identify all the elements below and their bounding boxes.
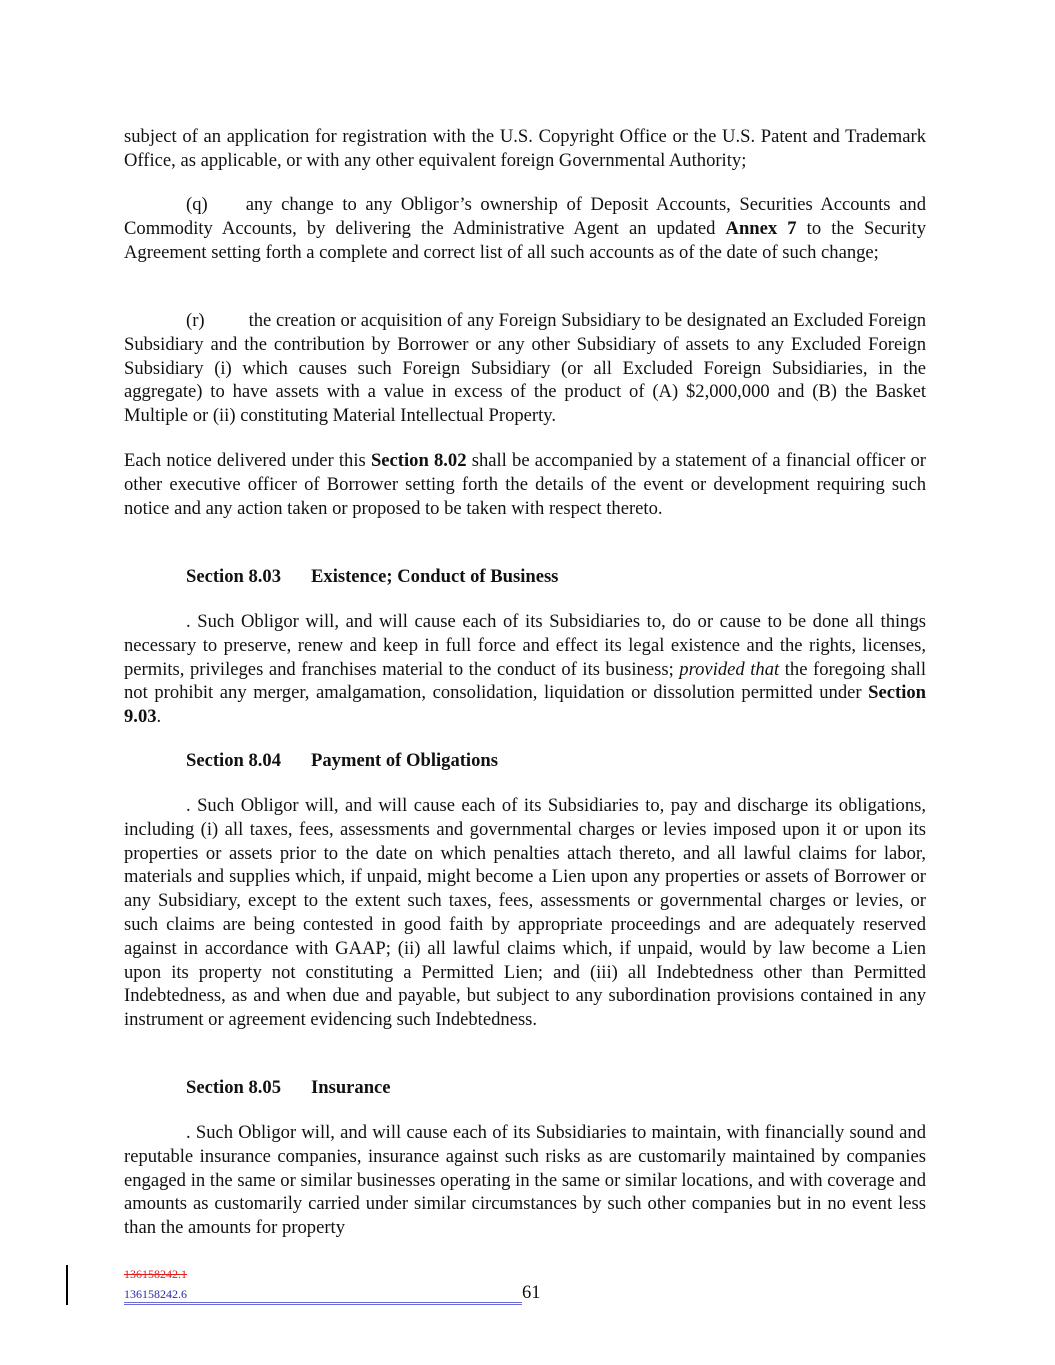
paragraph-continuation (124, 125, 926, 173)
change-bar (66, 1265, 68, 1305)
clause-r-text: the creation or acquisition of any Foreign Subsidiary to be designated an Excluded Foreign Subsidiary and the contribution by Borrower or any other Subsidiary of assets to any Excluded Foreign Subsidiary (i) which causes such Foreign Subsidiary (or all Excluded Foreign Subsidiaries, in the aggregate) to have assets with a value in excess of the product of (A) $2,000,000 and (B) the Basket Multiple or (ii) constituting Material Intellectual Property. (124, 310, 926, 427)
section-heading-8-03 (186, 565, 558, 589)
page-number: 61 (522, 1282, 541, 1303)
section-text: . Such Obligor will, and will cause each of its Subsidiaries to maintain, with financially sound and reputable insurance companies, insurance against such risks as are customarily maintained by companies engaged in the same or similar businesses operating in the same or similar locations, and with coverage and amounts as customarily carried under similar circumstances by such other companies but in no event less than the amounts for property (124, 1122, 926, 1239)
section-number: Section 8.05 (186, 1077, 282, 1098)
section-number: Section 8.03 (186, 566, 282, 587)
section-number: Section 8.04 (186, 750, 282, 771)
section-reference: Section 9.03 (124, 682, 926, 728)
clause-r-label: (r) (186, 310, 205, 331)
clause-q (124, 193, 926, 264)
clause-q-text: any change to any Obligor’s ownership of Deposit Accounts, Securities Accounts and Commodity Accounts, by delivering the Administrative Agent an updated (124, 194, 926, 239)
notice-text: Each notice delivered under this (124, 450, 371, 471)
section-text: . Such Obligor will, and will cause each of its Subsidiaries to, pay and discharge its obligations, including (i) all taxes, fees, assessments and governmental charges or levies imposed upon it or upon its properties or assets prior to the date on which penalties attach thereto, and all lawful claims for labor, materials and supplies which, if unpaid, might become a Lien upon any properties or assets of Borrower or any Subsidiary, except to the extent such taxes, fees, assessments or governmental charges or levies, or such claims are being contested in good faith by appropriate proceedings and are adequately reserved against in accordance with GAAP; (ii) all lawful claims which, if unpaid, would by law become a Lien upon its property not constituting a Permitted Lien; and (iii) all Indebtedness other than Permitted Indebtedness, as and when due and payable, but subject to any subordination provisions contained in any instrument or agreement evidencing such Indebtedness. (124, 795, 926, 1031)
section-heading-8-04 (186, 749, 498, 773)
section-text: . Such Obligor will, and will cause each of its Subsidiaries to, do or cause to be done all things necessary to preserve, renew and keep in full force and effect its legal existence and the rights, licenses, permits, privileges and franchises material to the conduct of its business; (124, 611, 926, 680)
section-heading-8-05 (186, 1076, 391, 1100)
section-text-3: . (156, 706, 162, 728)
notice-paragraph (124, 449, 926, 520)
inserted-underline (124, 1302, 522, 1305)
notice-text-2: shall be accompanied by a statement of a financial officer or other executive officer of Borrower setting forth the details of the event or development requiring such notice and any action taken or proposed to be taken with respect thereto. (124, 450, 926, 519)
proviso-text: provided that (679, 658, 780, 680)
section-title: Payment of Obligations (311, 750, 498, 771)
continuation-text: subject of an application for registration with the U.S. Copyright Office or the U.S. Patent and Trademark Office, as applicable, or with any other equivalent foreign Governmental Authority; (124, 126, 926, 171)
section-title: Insurance (311, 1077, 391, 1098)
section-reference: Section 8.02 (370, 450, 467, 471)
annex-reference: Annex 7 (725, 217, 797, 239)
clause-r (124, 309, 926, 428)
section-text-2: the foregoing shall not prohibit any merger, amalgamation, consolidation, liquidation or dissolution permitted under (124, 658, 926, 704)
section-body-8-03 (124, 610, 926, 729)
section-body-8-05 (124, 1121, 926, 1240)
clause-q-text-2: to the Security Agreement setting forth a complete and correct list of all such accounts as of the date of such change; (124, 217, 926, 263)
clause-q-label: (q) (186, 194, 208, 215)
inserted-doc-id: 136158242.6 (124, 1287, 187, 1301)
section-body-8-04 (124, 794, 926, 1032)
section-title: Existence; Conduct of Business (311, 566, 559, 587)
deleted-doc-id: 136158242.1 (124, 1267, 187, 1281)
